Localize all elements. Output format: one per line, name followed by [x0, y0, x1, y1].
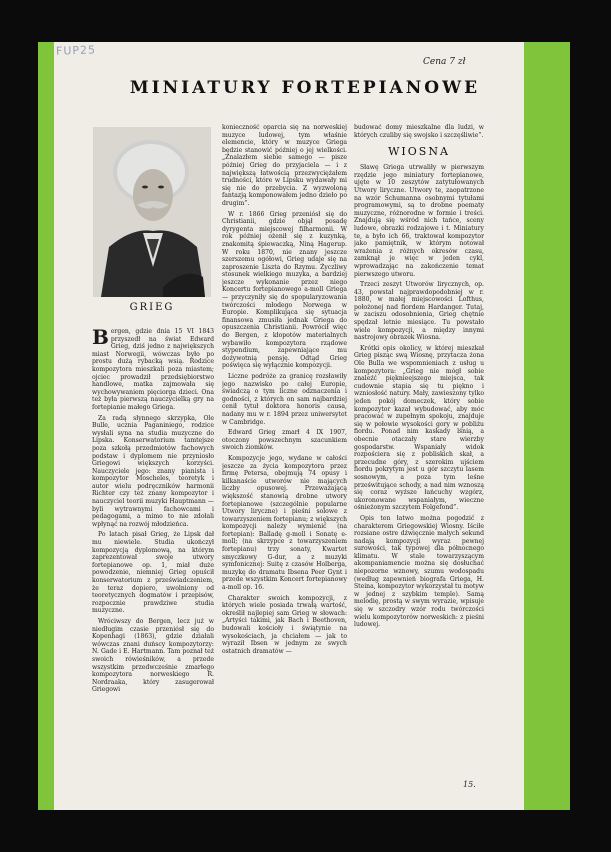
paragraph: Opis ten łatwo można pogodzić z charakterem Griegowskiej Wiosny. Iściłe rozsiane ostre dźwięcznie małych sekund nadają kompozycji wyraz pewnej surowości, tak typowej dla północnego klimatu. W stale towarzyszącym akompaniamencie można się dosłuchać niepozorne wznowy, szumu wodospadu (według zapewnień biografa Griega, H. Steina, kompozytor wykorzystał tu motyw w jednej z szybkim temple). Samą melodię, prostą w swym wyrazie, wpisuje się w szczodry wzór rodu twórczości wielu kompozytorów norweskich: z pieśni ludowej.	[354, 514, 484, 629]
portrait-caption: GRIEG	[129, 302, 175, 313]
page-title: MINIATURY FORTEPIANOWE	[129, 78, 481, 98]
paragraph: Bergen, gdzie dnia 15 VI 1843 przyszedł na świat Edward Grieg, dziś jedno z największych miast Norwegii, wówczas było po prostu dużą rybacką wsią. Rodzice kompozytora mieszkali poza miastem; ojciec prowadził przedsiębiorstwo handlowe, matka zajmowała się wychowywaniem pięciorga dzieci. Ona też była pierwszą nauczycielką gry na fortepianie małego Griega.	[92, 328, 214, 411]
page-number: 15.	[463, 780, 476, 789]
price-label: Cena 7 zł	[423, 57, 466, 67]
paragraph: Edward Grieg zmarł 4 IX 1907, otoczony powszechnym szacunkiem swoich ziomków.	[222, 429, 347, 452]
paragraph: budować domy mieszkalne dla ludzi, w których czuliby się swojsko i szczęśliwie”.	[354, 124, 484, 139]
text-column-1	[92, 328, 214, 768]
handwritten-stamp: FUP25	[55, 43, 97, 58]
paragraph: Kompozycje jego, wydane w całości jeszcze za życia kompozytora przez firmę Petersa, obejmują 74 opusy i kilkanaście utworów nie mających liczby opusowej. Przeważającą większość stanowią drobne utwory fortepianowe (szczególnie popularne Utwory liryczne) i pieśni solowe z towarzyszeniem fortepianu; z większych kompozycji należy wymienić (na fortepian): Balladę g-moll i Sonatę e-moll; (na skrzypce z towarzyszeniem fortepianu) trzy sonaty, Kwartet smyczkowy G-dur, a z muzyki symfonicznej: Suitę z czasów Holberga, muzykę do dramatu Ibsena Peer Gynt i przede wszystkim Koncert fortepianowy a-moll op. 16.	[222, 454, 347, 592]
drop-cap: B	[92, 328, 109, 349]
text-column-3	[354, 124, 484, 774]
grieg-portrait-image	[93, 127, 211, 297]
paragraph: Za radą słynnego skrzypka, Ole Bulle, ucznia Paganiniego, rodzice wysłali syna na studia muzyczne do Lipska. Konserwatorium tamtejsze poza szkołą przedmiotów fachowych podstaw i dyplomem nie przyniosło Griegowi większych korzyści. Nauczyciele jego: znany pianista i kompozytor Moscheles, teoretyk i autor wielu podręczników harmonii Richter czy też znany kompozytor i nauczyciel teorii muzyki Hauptmann — byli wytrawnymi fachowcami i pedagogami, a mimo to nie zdołali wpłynąć na rozwój młodzieńca.	[92, 414, 214, 528]
green-border-left	[38, 42, 54, 810]
paragraph: Po latach pisał Grieg, że Lipsk dał mu niewiele. Studia ukończył kompozycją dyplomową, na którym zaprezentował swoje utwory fortepianowe op. 1, miał duże powodzenie, niemniej Grieg opuścił konserwatorium z przeświadczeniem, że teraz dopiero, uwolniony od teoretycznych dogmatów i przepisów, rozpocznie prawdziwe studia muzyczne.	[92, 531, 214, 615]
paragraph: Krótki opis okolicy, w której mieszkał Grieg pisząc swą Wiosnę, przytacza żona Ole Bulla we wspomnieniach z usług u kompozytora: „Grieg nie mógł sobie znaleźć pięknieejszego miejsca, tak cudownie stapia się tu piękno i wzniosłość natury. Mały, zawieszony tylko jeden pokój domeczek, który sobie kompozytor kazał wybudować, aby móc pracować w zupełnym spokoju, znajduje się w połowie wysokości gory w pobliżu fiordu. Ponad nim kaskady lśnią, a obecnie otaczały stare wierzby gospodarstw. Wspaniały widok rozpościera się z pobliskich skał, a przecudne góry, z szerokim ujściem fiordu pokrytym jest u gór szczytu lasem sosnowym, a poza tym leśne prześwitujące schody, a nad nim wznoszą się coraz wyższe łańcuchy wzgórz, ukoronowane wspaniałym, wieczne ośnieżonym szczytem Folgefond”.	[354, 344, 484, 512]
text-column-2	[222, 124, 347, 774]
paragraph: Charakter swoich kompozycji, z których wiele posiada trwałą wartość, określił najlepiej sam Grieg w słowach: „Artyści takimi, jak Bach i Beethoven, budowali kościoły i świątynie na wysokościach, ja chciałem — jak to wyraził Ibsen w jednym ze swych ostatnich dramatów —	[222, 594, 347, 655]
green-border-right	[524, 42, 570, 810]
magazine-page	[38, 42, 570, 810]
paragraph: Wróciwszy do Bergen, lecz już w niedługim czasie przeniósł się do Kopenhagi (1863), gdzie działali wówczas znani duńscy kompozytorzy: N. Gade i E. Hartmann. Tam poznał też swoich rówieśników, a przede wszystkim przedwcześnie zmarłego kompozytora norweskiego R. Nordraaka, który zasugerował Griegowi	[92, 617, 214, 694]
paragraph: Sławę Griega utrwaliły w pierwszym rzędzie jego miniatury fortepianowe, ujęte w 10 zeszytów zatytułowanych Utwory liryczne. Utwory te, zaopatrzone na wzór Schumanna osobnymi tytułami programowymi, są to drobne poematy muzyczne, różnorodne w formie i treści. Znajdują się wśród nich tańce, sceny ludowe, obrazki rodzajowe i t. Miniatury te, a było ich 66, traktował kompozytor jako pamiętnik, w którym notował wrażenia z różnych okresów czasu, zamknął je więc w jeden cykl, wprowadzając na zakończenie temat pierwszego utworu.	[354, 164, 484, 278]
paragraph: Trzeci zeszyt Utworów lirycznych, op. 43, powstał najprawdopodobniej w r. 1880, w małej miejscowości Lofthus, położonej nad fiordem Hardanger. Tutaj, w zaciszu odosobnienia, Grieg chętnie spędzał letnie miesiące. Tu powstało wiele kompozycji, a między innymi nastrojowy obrazek Wiosna.	[354, 281, 484, 342]
paragraph: konieczność oparcia się na norweskiej muzyce ludowej, tym właśnie elemencie, który w muzyce Griega będzie stanowić później o jej wielkości. „Znalazłem siebie samego — pisze później Grieg do przyjaciela — i z największą łatwością przezwyciężałem trudności, które w Lipsku wydawały mi się nie do przebycia. Z wyzwoloną fantazją komponowałem jedno dzieło po drugim”.	[222, 124, 347, 207]
section-heading: WIOSNA	[388, 145, 450, 159]
paragraph: W r. 1866 Grieg przeniósł się do Christianii, gdzie objął posadę dyrygenta miejscowej filharmonii. W rok później ożenił się z kuzynką, znakomitą śpiewaczką, Niną Hagerup. W roku 1870, nie znany jeszcze szerszemu ogółowi, Grieg udaje się na zaproszenie Liszta do Rzymu. Życzliwy stosunek wielkiego muzyka, a bardziej jeszcze wykonanie przez niego Koncertu fortepianowego a-moll Griega — przyczyniły się do spopularyzowania twórczości młodego Norwega w Europie. Komplikująca się sytuacja finansowa zmusiła jednak Griega do opuszczenia Christianii. Powrócił więc do Bergen, z kłopotów materialnych wybawiło kompozytora rządowe stypendium, zapewniające mu dożywotnią pensję. Odtąd Grieg poświęca się wyłącznie kompozycji.	[222, 210, 347, 370]
paragraph: Liczne podróże za granicę rozsławiły jego nazwisko po całej Europie, świadczą o tym liczne odznaczenia i godności, z których on sam najbardziej cenił tytuł doktora honoris causa, nadany mu w r. 1894 przez uniwersytet w Cambridge.	[222, 373, 347, 426]
